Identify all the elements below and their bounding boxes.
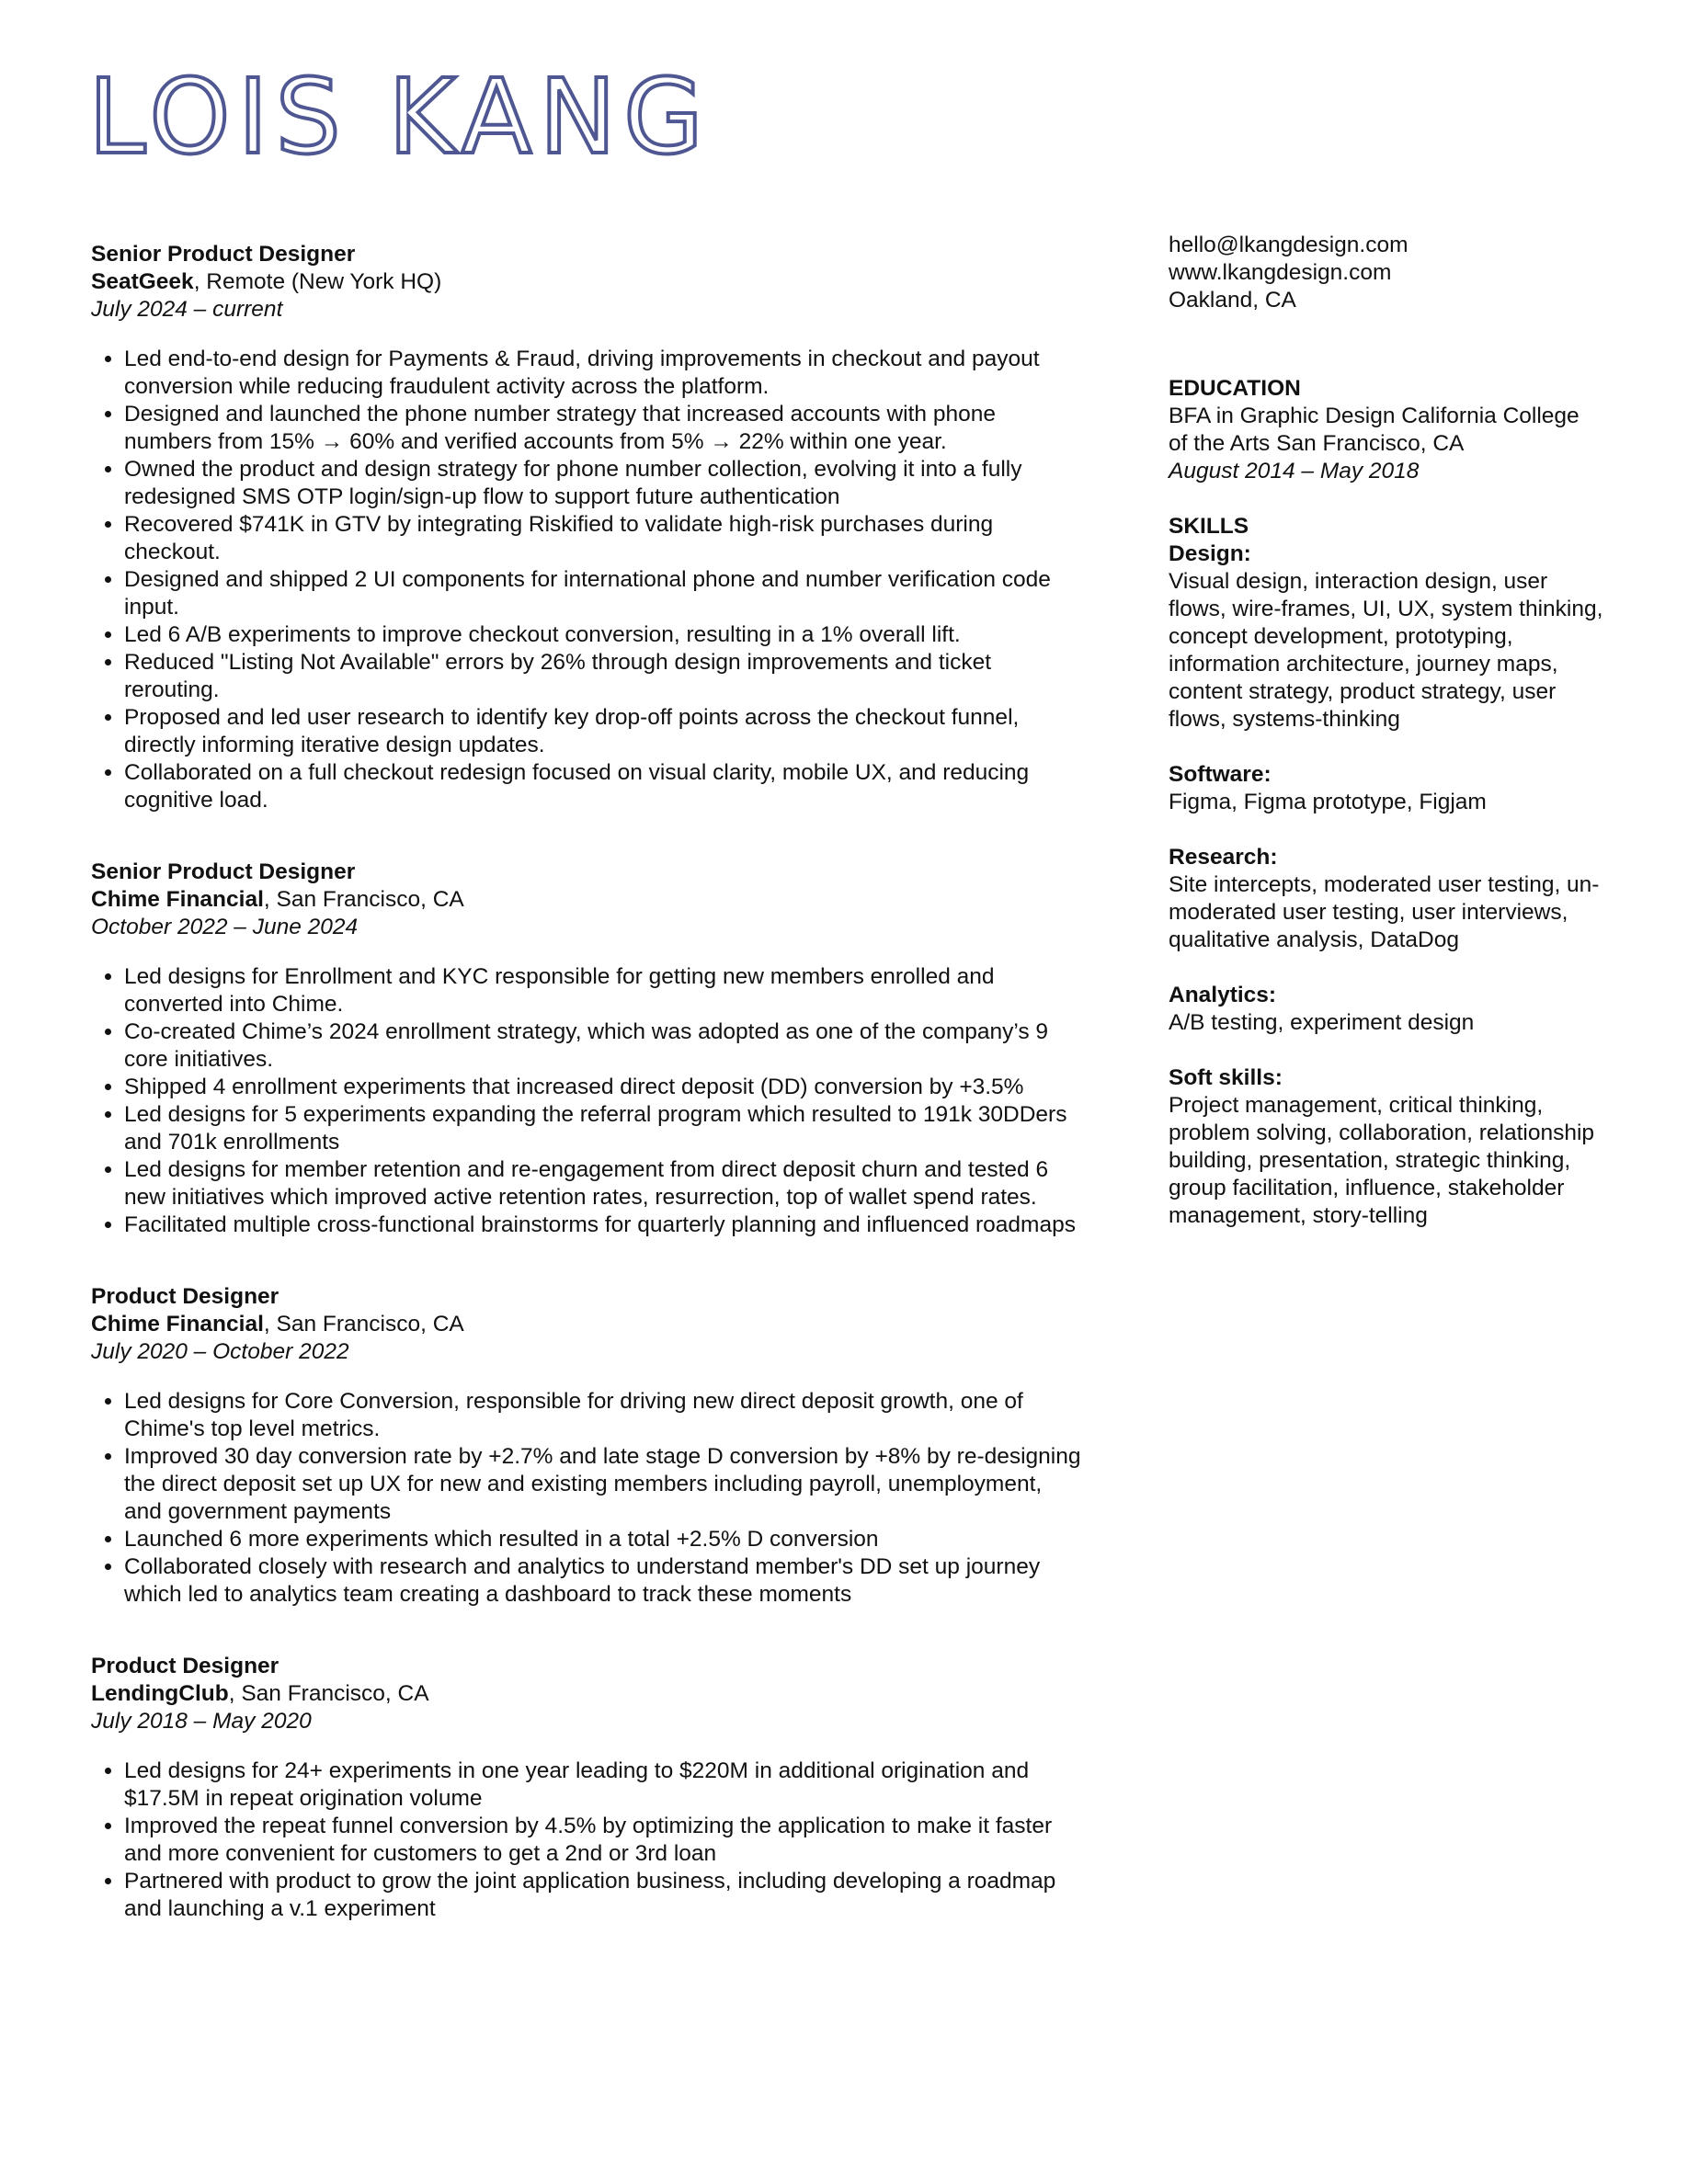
contact-email[interactable]: hello@lkangdesign.com [1169, 233, 1409, 257]
job-title: Product Designer [91, 1654, 279, 1678]
company-line [91, 1311, 1084, 1338]
job-bullets [91, 1757, 1084, 1923]
bullet-item: • Recovered $741K in GTV by integrating Riskified to validate high-risk purchases during checkout. [124, 511, 1084, 566]
company-location: , Remote (New York HQ) [193, 269, 442, 294]
bullet-item: • Designed and shipped 2 UI components for international phone and number verification code input. [124, 566, 1084, 621]
education-dates: August 2014 – May 2018 [1169, 459, 1420, 483]
job-dates: July 2018 – May 2020 [91, 1709, 312, 1734]
bullet-item: • Co-created Chime’s 2024 enrollment strategy, which was adopted as one of the company’s 9 core initiatives. [124, 1018, 1084, 1074]
skill-group-label: Software: [1169, 762, 1272, 787]
company-line [91, 886, 1084, 914]
skill-group-label: Analytics: [1169, 983, 1277, 1007]
company-location: , San Francisco, CA [263, 1312, 464, 1337]
skill-group-research [1169, 844, 1610, 954]
job-title: Product Designer [91, 1284, 279, 1309]
bullet-item: • Designed and launched the phone number strategy that increased accounts with phone numbers from 15% → 60% and verified accounts from 5% → 22% within one year. [124, 401, 1084, 456]
bullet-item: • Collaborated closely with research and analytics to understand member's DD set up journey which led to analytics team creating a dashboard to track these moments [124, 1553, 1084, 1609]
job-title: Senior Product Designer [91, 242, 356, 267]
job-bullets [91, 1388, 1084, 1609]
education-heading: EDUCATION [1169, 376, 1301, 401]
job-dates: October 2022 – June 2024 [91, 915, 359, 939]
contact-location: Oakland, CA [1169, 288, 1296, 313]
skill-group-software [1169, 761, 1610, 816]
skill-group-soft-skills [1169, 1064, 1610, 1230]
bullet-item: • Led designs for Enrollment and KYC responsible for getting new members enrolled and converted into Chime. [124, 963, 1084, 1018]
job-bullets [91, 963, 1084, 1239]
job-dates: July 2024 – current [91, 297, 283, 322]
education-degree: BFA in Graphic Design California College [1169, 404, 1580, 428]
skill-group-text: Project management, critical thinking, problem solving, collaboration, relationship building, presentation, strategic thinking, group facilitation, influence, stakeholder management, story-telling [1169, 1093, 1595, 1228]
bullet-item: • Owned the product and design strategy for phone number collection, evolving it into a fully redesigned SMS OTP login/sign-up flow to support future authentication [124, 456, 1084, 511]
bullet-item: • Shipped 4 enrollment experiments that increased direct deposit (DD) conversion by +3.5% [124, 1074, 1084, 1101]
bullet-item: • Reduced "Listing Not Available" errors by 26% through design improvements and ticket rerouting. [124, 649, 1084, 704]
bullet-item: • Collaborated on a full checkout redesign focused on visual clarity, mobile UX, and reducing cognitive load. [124, 759, 1084, 814]
education-school: of the Arts San Francisco, CA [1169, 431, 1465, 456]
company-location: , San Francisco, CA [228, 1681, 429, 1706]
skill-group-label: Design: [1169, 541, 1251, 566]
bullet-item: • Led designs for 24+ experiments in one year leading to $220M in additional origination and $17.5M in repeat origination volume [124, 1757, 1084, 1813]
skill-group-label: Research: [1169, 845, 1278, 870]
bullet-item: • Launched 6 more experiments which resulted in a total +2.5% D conversion [124, 1526, 1084, 1553]
company-location: , San Francisco, CA [263, 887, 464, 912]
company-name: Chime Financial [91, 887, 264, 912]
job-dates: July 2020 – October 2022 [91, 1339, 349, 1364]
sidebar-column [1169, 232, 1610, 1230]
company-name: SeatGeek [91, 269, 194, 294]
contact-website[interactable]: www.lkangdesign.com [1169, 260, 1392, 285]
experience-column [91, 241, 1084, 1967]
skill-group-analytics [1169, 982, 1610, 1037]
bullet-item: • Improved the repeat funnel conversion by 4.5% by optimizing the application to make it faster and more convenient for customers to get a 2nd or 3rd loan [124, 1813, 1084, 1868]
company-name: LendingClub [91, 1681, 229, 1706]
company-line [91, 1680, 1084, 1708]
skill-group-text: A/B testing, experiment design [1169, 1010, 1475, 1035]
bullet-item: • Led designs for Core Conversion, responsible for driving new direct deposit growth, one of Chime's top level metrics. [124, 1388, 1084, 1443]
company-line [91, 268, 1084, 296]
skill-group-text: Figma, Figma prototype, Figjam [1169, 790, 1487, 814]
skill-group-text: Visual design, interaction design, user flows, wire-frames, UI, UX, system thinking, concept development, prototyping, information architecture, journey maps, content strategy, product strategy, user flows, systems-thinking [1169, 569, 1603, 732]
bullet-item: • Led designs for member retention and re-engagement from direct deposit churn and tested 6 new initiatives which improved active retention rates, resurrection, top of wallet spend rates. [124, 1156, 1084, 1211]
job-title: Senior Product Designer [91, 859, 356, 884]
skill-group-design [1169, 540, 1610, 734]
bullet-item: • Partnered with product to grow the joint application business, including developing a roadmap and launching a v.1 experiment [124, 1868, 1084, 1923]
bullet-item: • Led designs for 5 experiments expanding the referral program which resulted to 191k 30DDers and 701k enrollments [124, 1101, 1084, 1156]
job-entry [91, 1283, 1084, 1609]
bullet-item: • Led 6 A/B experiments to improve checkout conversion, resulting in a 1% overall lift. [124, 621, 1084, 649]
resume-name: LOIS KANG [88, 58, 711, 177]
job-bullets [91, 346, 1084, 814]
skill-group-label: Soft skills: [1169, 1065, 1283, 1090]
job-entry [91, 241, 1084, 814]
job-entry [91, 1653, 1084, 1923]
bullet-item: • Improved 30 day conversion rate by +2.7% and late stage D conversion by +8% by re-designing the direct deposit set up UX for new and existing members including payroll, unemployment, and government payments [124, 1443, 1084, 1526]
skills-heading: SKILLS [1169, 514, 1249, 539]
bullet-item: • Proposed and led user research to identify key drop-off points across the checkout funnel, directly informing iterative design updates. [124, 704, 1084, 759]
bullet-item: • Facilitated multiple cross-functional brainstorms for quarterly planning and influenced roadmaps [124, 1211, 1084, 1239]
bullet-item: • Led end-to-end design for Payments & Fraud, driving improvements in checkout and payout conversion while reducing fraudulent activity across the platform. [124, 346, 1084, 401]
company-name: Chime Financial [91, 1312, 264, 1337]
job-entry [91, 859, 1084, 1239]
skill-group-text: Site intercepts, moderated user testing, un-moderated user testing, user interviews, qualitative analysis, DataDog [1169, 872, 1600, 952]
